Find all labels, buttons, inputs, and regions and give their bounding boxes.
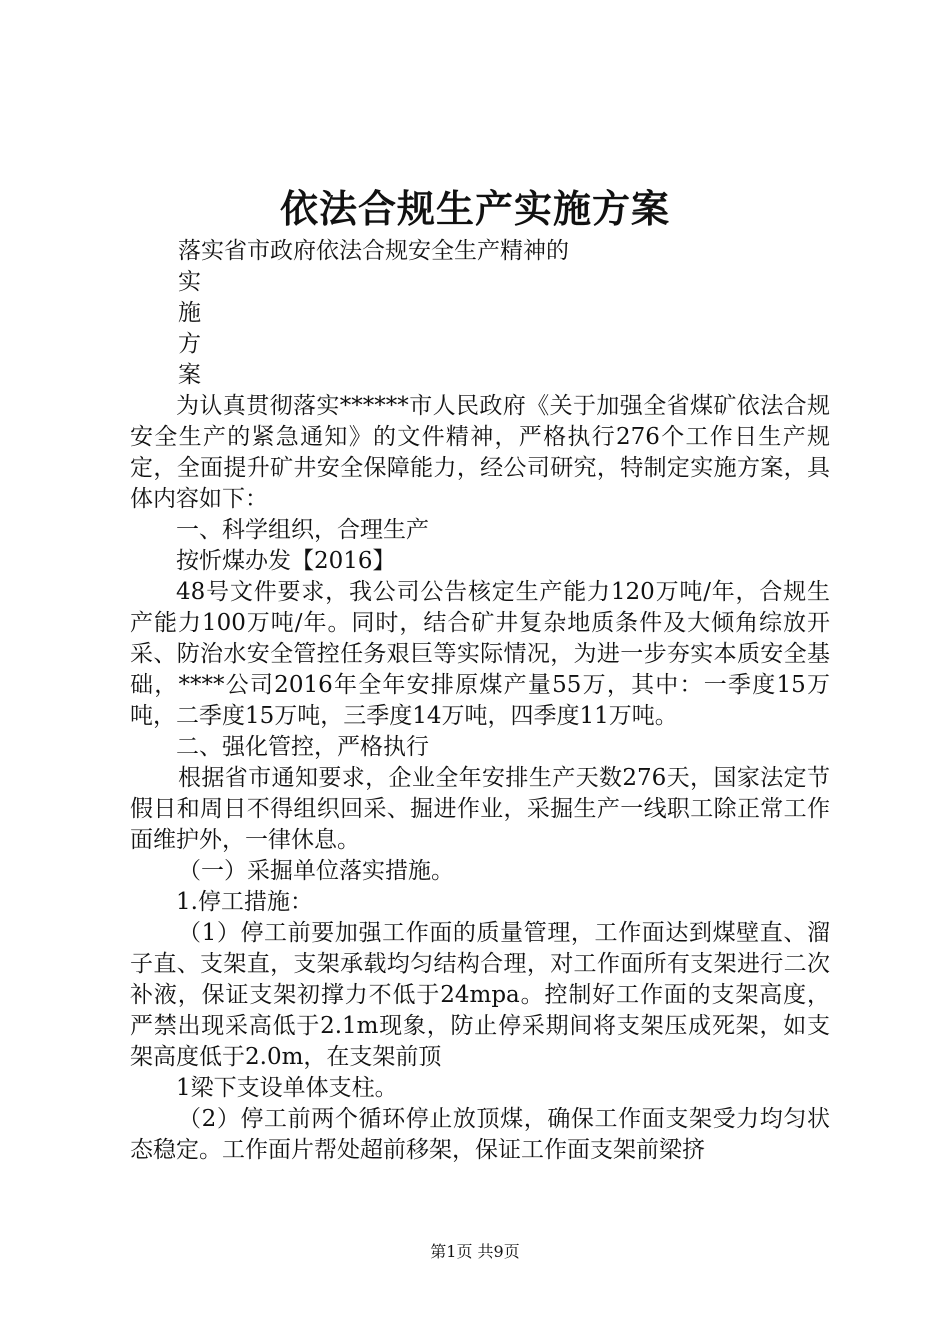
section-heading-1: 一、科学组织，合理生产 [176,517,429,543]
paragraph-measure-1-cont: 1梁下支设单体支柱。 [176,1075,398,1101]
subtitle-line: 落实省市政府依法合规安全生产精神的 [178,238,569,264]
vertical-char-1: 实 [178,269,201,295]
page-footer: 第1页 共9页 [430,1242,520,1261]
paragraph-intro: 为认真贯彻落实******市人民政府《关于加强全省煤矿依法合规安全生产的紧急通知》的文件精神，严格执行276个工作日生产规定，全面提升矿井安全保障能力，经公司研究，特制定实施方案，具体内容如下： [130,393,830,512]
subsection-heading-1: （一）采掘单位落实措施。 [178,858,454,884]
subsection-heading-stop-measures: 1.停工措施： [176,889,313,915]
paragraph-production-plan: 48号文件要求，我公司公告核定生产能力120万吨/年，合规生产能力100万吨/年。同时，结合矿井复杂地质条件及大倾角综放开采、防治水安全管控任务艰巨等实际情况，为进一步夯实本质安全基础，****公司2016年全年安排原煤产量55万，其中：一季度15万吨，二季度15万吨，三季度14万吨，四季度11万吨。 [130,579,830,729]
paragraph-working-days: 根据省市通知要求，企业全年安排生产天数276天，国家法定节假日和周日不得组织回采、掘进作业，采掘生产一线职工除正常工作面维护外，一律休息。 [130,765,830,853]
document-title: 依法合规生产实施方案 [279,186,670,231]
vertical-char-3: 方 [178,331,201,357]
vertical-char-2: 施 [178,300,201,326]
paragraph-measure-1: （1）停工前要加强工作面的质量管理，工作面达到煤壁直、溜子直、支架直，支架承载均匀结构合理，对工作面所有支架进行二次补液，保证支架初撑力不低于24mpa。控制好工作面的支架高度，严禁出现采高低于2.1m现象，防止停采期间将支架压成死架，如支架高度低于2.0m，在支架前顶 [130,920,830,1070]
paragraph-document-ref: 按忻煤办发【2016】 [176,548,396,574]
document-body [130,236,830,1166]
vertical-char-4: 案 [178,362,201,388]
section-heading-2: 二、强化管控，严格执行 [176,734,429,760]
paragraph-measure-2: （2）停工前两个循环停止放顶煤，确保工作面支架受力均匀状态稳定。工作面片帮处超前移架，保证工作面支架前梁挤 [130,1106,830,1163]
